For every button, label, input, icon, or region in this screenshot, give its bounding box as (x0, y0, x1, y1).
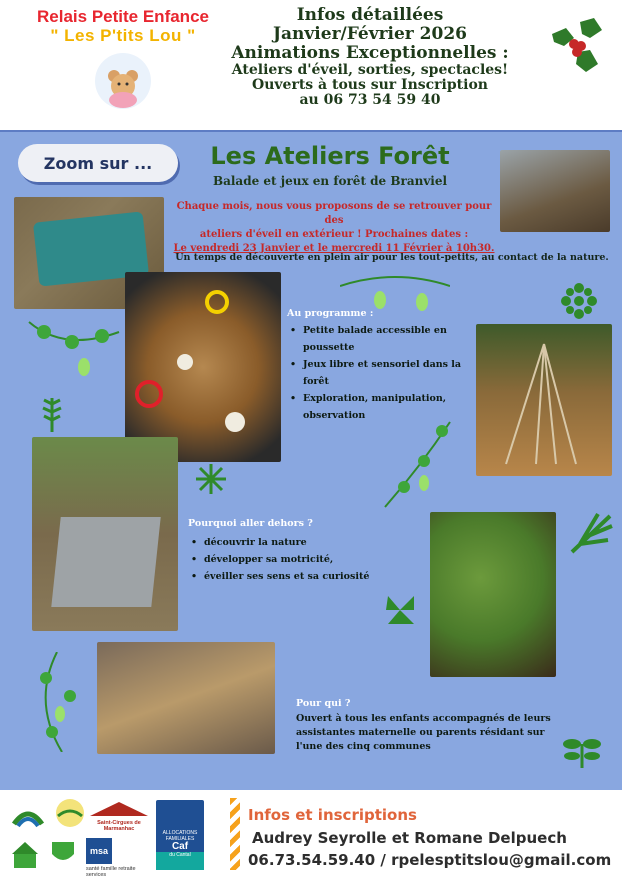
teddy-bear-logo-icon (94, 48, 152, 114)
marmanhac-label: Saint-Cirgues de Marmanhac (97, 820, 141, 832)
footer (0, 790, 622, 878)
info-names: Audrey Seyrolle et Romane Delpuech (252, 829, 567, 847)
starburst-leaf-icon (194, 462, 228, 496)
ayrens-logo (52, 798, 88, 828)
marmanhac-logo (88, 800, 150, 832)
intro-text (168, 200, 500, 256)
photo-leaves-tray (125, 272, 281, 462)
msa-logo (86, 838, 148, 878)
holly-icon (544, 12, 610, 78)
town-logo-icon (10, 840, 40, 870)
programme-title: Au programme : (287, 308, 374, 319)
photo-sticks (500, 150, 610, 232)
why-item: • développer sa motricité, (188, 551, 428, 568)
header-line-4: Ateliers d'éveil, sorties, spectacles! (231, 62, 509, 78)
forest-subtitle: Balade et jeux en forêt de Branviel (212, 174, 448, 188)
caf-top-label: ALLOCATIONS FAMILIALES (162, 830, 198, 842)
info-contact: 06.73.54.59.40 / rpelesptitslou@gmail.com (248, 851, 612, 869)
fern-leaf-icon (40, 394, 64, 434)
intro-line-1: Chaque mois, nous vous proposons de se retrouver pour des (176, 201, 492, 226)
header-line-6: au 06 73 54 59 40 (299, 92, 441, 108)
caf-sub-label: du Cantal (156, 852, 204, 870)
why-title: Pourquoi aller dehors ? (188, 518, 313, 529)
header-line-5: Ouverts à tous sur Inscription (252, 77, 488, 93)
sprout-icon (562, 730, 602, 770)
programme-item: • Exploration, manipulation, observation (287, 390, 467, 424)
vine-leaves-icon (24, 312, 124, 382)
intro-line-2: ateliers d'éveil en extérieur ! Prochaines dates : (199, 229, 469, 240)
photo-hands-sticks (97, 642, 275, 754)
info-title: Infos et inscriptions (248, 806, 417, 824)
ayrens-logo-icon (52, 798, 88, 828)
who-text: Ouvert à tous les enfants accompagnés de leurs assistantes maternelle ou parents résidant sur l'une des cinq communes (296, 713, 551, 752)
caf-label: Caf (171, 841, 189, 852)
programme-list (287, 322, 467, 424)
header-line-3: Animations Exceptionnelles : (231, 43, 509, 63)
rpe-subtitle: " Les P'tits Lou " (50, 26, 196, 45)
msa-mark: msa (86, 838, 112, 864)
orange-stripe (230, 798, 240, 870)
rpe-title: Relais Petite Enfance (37, 7, 209, 26)
zoom-label: Zoom sur ... (18, 144, 178, 182)
palm-leaf-icon (568, 512, 614, 556)
vine-bottom-icon (22, 652, 92, 752)
caf-logo (156, 800, 204, 870)
intro-dates: Le vendredi 23 Janvier et le mercredi 11 Février à 10h30. (173, 243, 495, 254)
tagline: Un temps de découverte en plein air pour les tout-petits, au contact de la nature. (175, 252, 609, 263)
header-line-2: Janvier/Février 2026 (273, 24, 467, 44)
shield-logo-icon (48, 838, 78, 868)
header-line-1: Infos détaillées (296, 5, 444, 25)
clover-icon (382, 592, 418, 628)
forest-title: Les Ateliers Forêt (210, 142, 450, 170)
msa-text: santé famille retraite services (86, 866, 136, 878)
photo-moss (430, 512, 556, 677)
photo-branch-teepee (476, 324, 612, 476)
forest-workshop-panel (0, 130, 622, 790)
programme-item: • Petite balade accessible en poussette (287, 322, 467, 356)
photo-tarp (32, 437, 178, 631)
why-item: • découvrir la nature (188, 534, 428, 551)
community-logo-icon (10, 800, 46, 832)
programme-item: • Jeux libre et sensoriel dans la forêt (287, 356, 467, 390)
flower-icon (560, 282, 598, 320)
header-text (200, 6, 540, 108)
who-title: Pour qui ? (296, 698, 351, 709)
marmanhac-roof-icon (88, 800, 150, 818)
why-list (188, 534, 428, 585)
why-item: • éveiller ses sens et sa curiosité (188, 568, 428, 585)
vine-top-icon (340, 268, 450, 318)
vine-middle-icon (380, 417, 460, 517)
header (0, 0, 622, 130)
